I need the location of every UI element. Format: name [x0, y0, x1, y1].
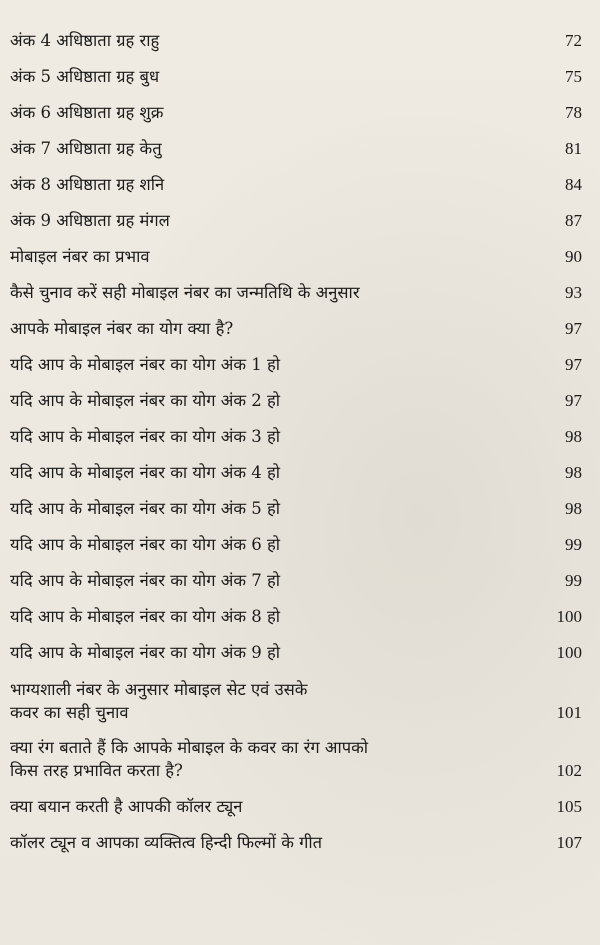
toc-entry-title: यदि आप के मोबाइल नंबर का योग अंक 7 हो — [10, 571, 281, 590]
toc-entry-title: अंक 4 अधिष्ठाता ग्रह राहु — [10, 31, 160, 50]
toc-entry-page: 97 — [565, 319, 582, 338]
toc-entry — [10, 318, 582, 340]
toc-entry-title: यदि आप के मोबाइल नंबर का योग अंक 9 हो — [10, 643, 281, 662]
toc-entry-page: 97 — [565, 355, 582, 374]
toc-entry — [10, 138, 582, 160]
toc-entry — [10, 570, 582, 592]
toc-entry — [10, 736, 582, 782]
toc-entry-page: 78 — [565, 103, 582, 122]
toc-entry-page: 99 — [565, 571, 582, 590]
toc-entry — [10, 282, 582, 304]
toc-entry-title: यदि आप के मोबाइल नंबर का योग अंक 6 हो — [10, 535, 281, 554]
toc-entry — [10, 796, 582, 818]
toc-entry — [10, 462, 582, 484]
toc-entry-title: अंक 7 अधिष्ठाता ग्रह केतु — [10, 139, 162, 158]
toc-entry-page: 105 — [556, 797, 582, 816]
toc-entry-page: 99 — [565, 535, 582, 554]
toc-entry-page: 98 — [565, 499, 582, 518]
toc-entry-page: 100 — [556, 607, 582, 626]
toc-entry-page: 101 — [556, 703, 582, 722]
toc-entry-title: कॉलर ट्यून व आपका व्यक्तित्व हिन्दी फिल्मों के गीत — [10, 833, 323, 852]
toc-entry-page: 90 — [565, 247, 582, 266]
toc-entry — [10, 642, 582, 664]
toc-entry-title: अंक 9 अधिष्ठाता ग्रह मंगल — [10, 211, 170, 230]
toc-entry — [10, 174, 582, 196]
toc-entry-title: आपके मोबाइल नंबर का योग क्या है? — [10, 319, 234, 338]
toc-entry-title: अंक 8 अधिष्ठाता ग्रह शनि — [10, 175, 165, 194]
toc-entry-title: कैसे चुनाव करें सही मोबाइल नंबर का जन्मतिथि के अनुसार — [10, 283, 360, 302]
toc-entry-page: 100 — [556, 643, 582, 662]
toc-entry-page: 98 — [565, 427, 582, 446]
toc-entry-page: 81 — [565, 139, 582, 158]
toc-entry-title: यदि आप के मोबाइल नंबर का योग अंक 8 हो — [10, 607, 281, 626]
table-of-contents — [10, 30, 582, 854]
toc-entry-title: अंक 5 अधिष्ठाता ग्रह बुध — [10, 67, 160, 86]
toc-entry-title: क्या रंग बताते हैं कि आपके मोबाइल के कवर का रंग आपको किस तरह प्रभावित करता है? — [10, 738, 369, 780]
toc-entry — [10, 354, 582, 376]
toc-entry — [10, 534, 582, 556]
toc-entry-page: 107 — [556, 833, 582, 852]
toc-entry — [10, 246, 582, 268]
toc-entry-title: यदि आप के मोबाइल नंबर का योग अंक 1 हो — [10, 355, 281, 374]
toc-entry-page: 75 — [565, 67, 582, 86]
toc-entry-page: 97 — [565, 391, 582, 410]
toc-entry — [10, 426, 582, 448]
toc-entry-title: यदि आप के मोबाइल नंबर का योग अंक 5 हो — [10, 499, 281, 518]
toc-entry — [10, 66, 582, 88]
toc-entry — [10, 102, 582, 124]
toc-entry — [10, 390, 582, 412]
toc-entry-page: 98 — [565, 463, 582, 482]
toc-entry-page: 102 — [556, 761, 582, 780]
toc-entry — [10, 678, 582, 724]
toc-entry — [10, 210, 582, 232]
toc-entry-title: यदि आप के मोबाइल नंबर का योग अंक 2 हो — [10, 391, 281, 410]
toc-entry-page: 93 — [565, 283, 582, 302]
toc-entry-title: अंक 6 अधिष्ठाता ग्रह शुक्र — [10, 103, 164, 122]
toc-entry — [10, 30, 582, 52]
toc-entry-title: क्या बयान करती है आपकी कॉलर ट्यून — [10, 797, 243, 816]
toc-entry — [10, 606, 582, 628]
toc-entry-title: भाग्यशाली नंबर के अनुसार मोबाइल सेट एवं उसके कवर का सही चुनाव — [10, 680, 308, 722]
toc-entry — [10, 498, 582, 520]
toc-entry-page: 87 — [565, 211, 582, 230]
toc-entry — [10, 832, 582, 854]
toc-entry-page: 72 — [565, 31, 582, 50]
toc-entry-title: यदि आप के मोबाइल नंबर का योग अंक 3 हो — [10, 427, 281, 446]
toc-entry-page: 84 — [565, 175, 582, 194]
toc-entry-title: मोबाइल नंबर का प्रभाव — [10, 247, 150, 266]
toc-entry-title: यदि आप के मोबाइल नंबर का योग अंक 4 हो — [10, 463, 281, 482]
